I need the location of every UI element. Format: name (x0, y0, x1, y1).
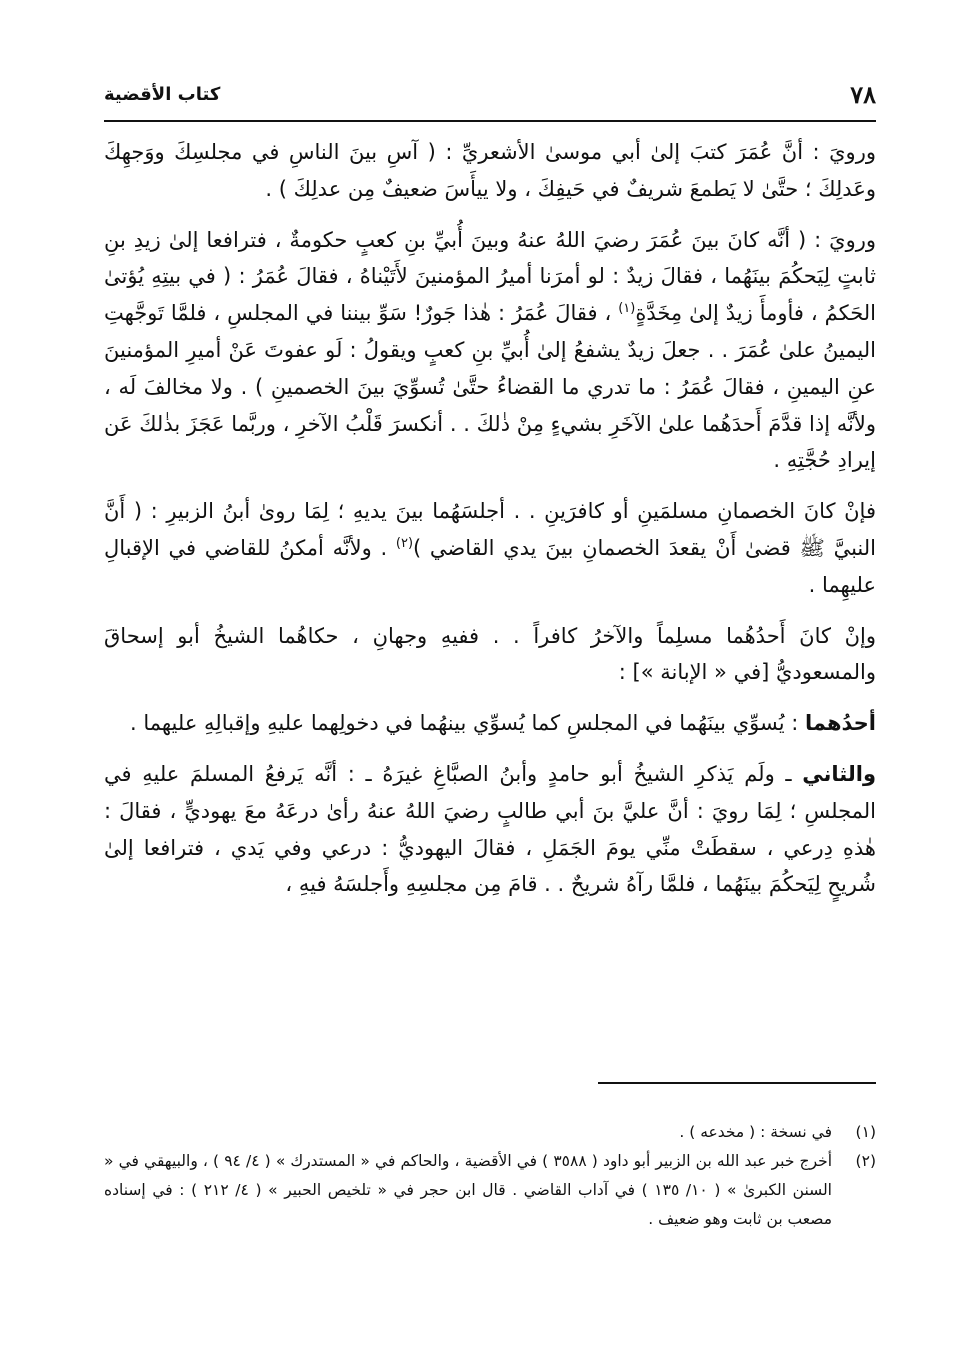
footnote-number: (٢) (855, 1152, 876, 1170)
footnote-ref-1: (١) (618, 301, 636, 317)
page-header (104, 78, 876, 122)
paragraph-6-text: ـ ولَم يَذكرِ الشيخُ أبو حامدٍ وأبنُ الصبَّاغِ غيرَهُ ـ : أنَّه يَرفعُ المسلمَ عليهِ في المجلسِ ؛ لِمَا رويَ : أنَّ عليَّ بنَ أبي طالبٍ رضيَ اللهُ عنهُ رأىٰ درعَهُ معَ يهوديٍّ ، فقالَ : هٰذهِ دِرعي ، سقطَتْ منِّي يومَ الجَمَلِ ، فقالَ اليهوديُّ : درعي وفي يَدي ، فترافعا إلىٰ شُريحٍ لِيَحكُمَ بينَهُما ، فلمَّا رآهُ شريحٌ . . قامَ مِن مجلسِهِ وأَجلسَهُ فيهِ ، (104, 761, 876, 897)
paragraph-4: وإنْ كانَ أَحدُهُما مسلِماً والآخرُ كافراً . . ففيهِ وجهانِ ، حكاهُما الشيخُ أبو إسحاقَ والمسعوديُّ [في « الإبانة »] : (104, 623, 876, 685)
paragraph-5-text: : يُسوِّي بينَهُما في المجلسِ كما يُسوِّي بينهُما في دخولِهما عليهِ وإقبالِهِ عليهما . (129, 711, 805, 736)
footnote-number: (١) (855, 1123, 876, 1141)
main-text (104, 134, 876, 917)
paragraph-3-part-2: . ولأنَّه أمكنُ للقاضي في الإقبالِ عليهِما . (104, 535, 876, 597)
paragraph-3 (104, 493, 876, 603)
running-title: كتاب الأقضية (104, 84, 221, 105)
paragraph-5-lead: أحدُهما (805, 711, 876, 736)
footnotes (104, 1118, 876, 1234)
footnote-text: أخرج خبر عبد الله بن الزبير أبو داود ( ٣٥٨٨ ) في الأقضية ، والحاكم في « المستدرك » ( ٤/ ٩٤ ) ، والبيهقي في « السنن الكبرىٰ » ( ١٠/ ١٣٥ ) في آداب القاضي . قال ابن حجر في « تلخيص الحبير » ( ٤/ ٢١٢ ) : في إسناده مصعب بن ثابت وهو ضعيف . (104, 1152, 833, 1228)
paragraph-6-lead: والثاني (802, 761, 876, 786)
paragraph-2-part-2: ، فقالَ عُمَرُ : هٰذا جَورٌ! سَوِّ بيننا في المجلسِ ، فلمَّا تَوجَّهتِ اليمينُ علىٰ عُمَرَ . . جعلَ زيدٌ يشفعُ إلىٰ أُبيِّ بنِ كعبٍ ويقولُ : لَو عفوتَ عَنْ أميرِ المؤمنينَ عنِ اليمينِ ، فقالَ عُمَرُ : ما تدري ما القضاءُ حتَّىٰ تُسوِّيَ بينَ الخصمينِ ) . ولا مخالفَ لَه ، ولأنَّه إذا قدَّمَ أَحدَهُما علىٰ الآخَرِ بشيءٍ مِنْ ذٰلكَ . . أنكسرَ قَلْبُ الآخرِ ، وربَّما عَجَزَ بذٰلكَ عَن إيرادِ حُجَّتِهِ . (104, 301, 876, 473)
paragraph-2 (104, 222, 876, 480)
footnote-divider (598, 1082, 876, 1084)
footnote-text: في نسخة : ( مخدعه ) . (679, 1123, 832, 1141)
footnote-1 (104, 1118, 876, 1147)
footnote-ref-2: (٢) (395, 535, 414, 551)
page-number: ٧٨ (850, 80, 876, 109)
paragraph-3-part-1: فإنْ كانَ الخصمانِ مسلمَينِ أو كافرَينِ . . أجلسَهُما بينَ يديهِ ؛ لِمَا روىٰ أبنُ الزبيرِ : ( أَنَّ النبيَّ ﷺ قضىٰ أَنْ يقعدَ الخصمانِ بينَ يدي القاضي ) (104, 499, 876, 560)
paragraph-6 (104, 756, 876, 903)
paragraph-2-part-1: ورويَ : ( أنَّه كانَ بينَ عُمَرَ رضيَ اللهُ عنهُ وبينَ أُبيِّ بنِ كعبٍ حكومةٌ ، فترافعا إلىٰ زيدِ بنِ ثابتٍ لِيَحكُمَ بينَهُما ، فقالَ زيدٌ : لو أمرَنا أميرُ المؤمنينَ لأَتَيْناهُ ، فقالَ عُمَرُ : ( في بيتِهِ يُؤتىٰ الحَكمُ ، فأومأَ زيدٌ إلىٰ مِخَدَّةٍ (104, 227, 876, 326)
footnote-2 (104, 1147, 876, 1234)
paragraph-1: ورويَ : أنَّ عُمَرَ كتبَ إلىٰ أبي موسىٰ الأشعريِّ : ( آسِ بينَ الناسِ في مجلسِكَ ووَجهِكَ وعَدلِكَ ؛ حتَّىٰ لا يَطمعَ شريفٌ في حَيفِكَ ، ولا ييأَسَ ضعيفٌ مِن عدلِكَ ) . (104, 140, 876, 201)
paragraph-5 (104, 705, 876, 742)
